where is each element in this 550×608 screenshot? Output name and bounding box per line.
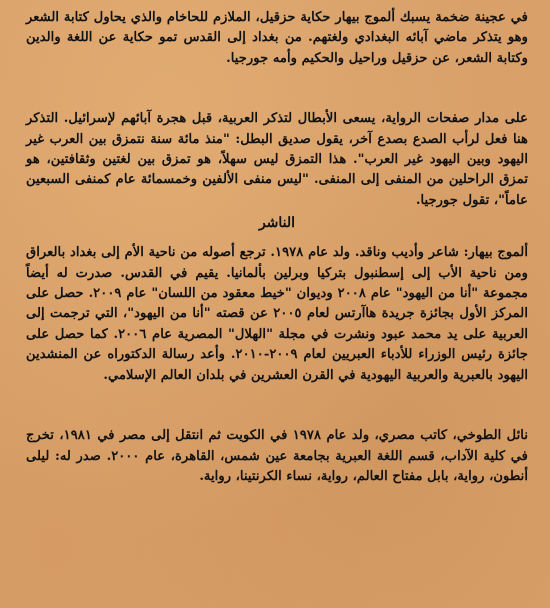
translator-bio-paragraph: نائل الطوخي، كاتب مصري، ولد عام ١٩٧٨ في الكويت ثم انتقل إلى مصر في ١٩٨١، تخرج في كلية الآداب، قسم اللغة العبرية بجامعة عين شمس، القاهرة، عام ٢٠٠٠. صدر له: ليلى أنطون، رواية، بابل مفتاح العالم، رواية، نساء الكرنتينا، رواية. bbox=[26, 428, 528, 484]
publisher-label: الناشر bbox=[258, 215, 296, 232]
synopsis-paragraph: في عجينة ضخمة يسبك ألموج بيهار حكاية حزقيل، الملازم للحاخام والذي يحاول كتابة الشعر وهو يتذكر ماضي آبائه البغدادي ولغتهم. من بغداد إلى القدس تمو حكاية عن اللغة والدين وكتابة الشعر، عن حزقيل وراحيل والحكيم وأمه جورجيا. bbox=[26, 10, 528, 66]
author-bio-paragraph: ألموج بيهار: شاعر وأديب وناقد. ولد عام ١٩٧٨. ترجع أصوله من ناحية الأم إلى بغداد بالعراق ومن ناحية الأب إلى إسطنبول بتركيا وبرلين بألمانيا. يقيم في القدس. صدرت له أيضاً مجموعة "أنا من اليهود" عام ٢٠٠٨ وديوان "خيط معقود من اللسان" عام ٢٠٠٩. حصل على المركز الأول بجائزة جريدة هاآرتس لعام ٢٠٠٥ عن قصته "أنا من اليهود"، التي ترجمت إلى العربية على يد محمد عبود ونشرت في مجلة "الهلال" المصرية عام ٢٠٠٦. كما حصل على جائزة رئيس الوزراء للأدباء العبريين لعام ٢٠٠٩-٢٠١٠. وأعد رسالة الدكتوراه عن المنشدين اليهود بالعبرية والعربية اليهودية في القرن العشرين في بلدان العالم الإسلامي. bbox=[26, 245, 529, 383]
synopsis-paragraph-2: على مدار صفحات الرواية، يسعى الأبطال لتذكر العربية، قبل هجرة آبائهم لإسرائيل. التذكر هنا فعل لرأب الصدع بصدع آخر، يقول صديق البطل: "منذ مائة سنة نتمزق بين العرب غير اليهود وبين اليهود غير العرب". هذا التمزق ليس سهلاً، هو تمزق بين لغتين وثقافتين، هو تمزق الراحلين من المنفى إلى المنفى. "ليس منفى الألفين وخمسمائة عام كمنفى السبعين عاماً"، تقول جورجيا. bbox=[26, 111, 528, 208]
